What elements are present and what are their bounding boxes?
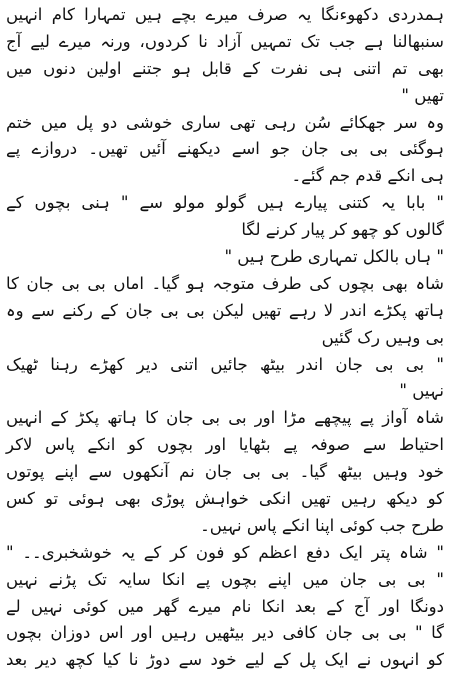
text-line: " بی بی جان اندر بیٹھ جائیں اتنی دیر کھڑے رہنا ٹھیک bbox=[6, 354, 444, 374]
text-line: طرح جب کوئی اپنا انکے پاس نہیں۔ bbox=[200, 515, 444, 535]
text-line: شاہ آواز پے پیچھے مڑا اور بی بی جان کا ہاتھ پکڑ کے انہیں bbox=[6, 408, 444, 428]
text-line: وہ سر جھکائے سُن رہی تھی ساری خوشی دو پل میں ختم bbox=[6, 112, 444, 132]
text-line: تھیں " bbox=[401, 85, 444, 105]
text-line: شاہ بھی بچوں کی طرف متوجہ ہو گیا۔ اماں بی بی جان کا bbox=[6, 273, 444, 293]
text-line: " بابا یہ کتنی پیارے ہیں گولو مولو سے " ہنی بچوں کے bbox=[6, 193, 444, 213]
text-line: " بی بی جان میں اپنے بچوں پے انکا سایہ تک پڑنے نہیں bbox=[6, 569, 444, 589]
text-line: بھی تم اتنی ہی نفرت کے قابل ہو جتنے اولین دنوں میں bbox=[6, 58, 444, 78]
text-line: گالوں کو چھو کر پیار کرنے لگا bbox=[241, 220, 444, 240]
text-line: " شاہ پتر ایک دفع اعظم کو فون کر کے یہ خوشخبری۔۔ " bbox=[6, 542, 444, 562]
text-line: کو دیکھ رہیں تھیں انکی خواہش پوڑی بھی ہوئی تو کس bbox=[6, 489, 444, 509]
text-line: دونگا اور آج کے بعد انکا نام میرے گھر میں کوئی نہیں لے bbox=[6, 596, 444, 616]
text-line: نہیں " bbox=[399, 381, 444, 401]
text-line: " ہاں بالکل تمہاری طرح ہیں " bbox=[224, 247, 444, 267]
text-line: کو انہوں نے ایک پل کے لیے خود سے دوڑ نا کیا کچھ دیر بعد bbox=[6, 650, 444, 670]
text-line: ہمدردی دکھوءنگا یہ صرف میرے بچے ہیں تمہارا کام انہیں bbox=[6, 5, 444, 24]
text-line: احتیاط سے صوفہ پے بٹھایا اور بچوں کو انکے پاس لاکر bbox=[6, 435, 444, 455]
text-line: ہاتھ پکڑے اندر لا رہے تھیں لیکن بی بی جان کے رکنے سے وہ bbox=[6, 300, 444, 320]
text-line: بی وہیں رک گئیں bbox=[321, 327, 444, 347]
text-line: خود وہیں بیٹھ گیا۔ بی بی جان نم آنکھوں سے اپنے پوتوں bbox=[6, 462, 444, 482]
text-line: ہوگئی بی بی جان جو اسے دیکھنے آئیں تھیں۔ دروازے پے bbox=[6, 139, 444, 159]
text-line: گا " بی بی جان کافی دیر بیٹھیں رہیں اور اس دوزان بچوں bbox=[6, 623, 444, 643]
text-line: ہی انکے قدم جم گئے۔ bbox=[291, 166, 444, 186]
text-line: سنبھالنا ہے جب تک تمہیں آزاد نا کردوں، ورنہ میرے لیے آج bbox=[6, 31, 444, 51]
